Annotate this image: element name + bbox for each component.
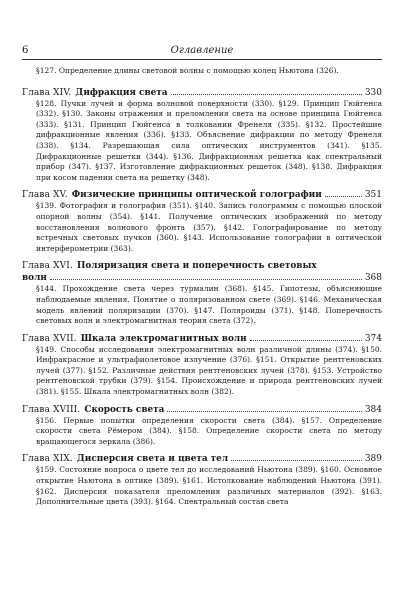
chapter-label: Глава XVI. — [22, 261, 73, 272]
chapter-name: Поляризация света и поперечность световых — [76, 261, 317, 272]
chapter-label: Глава XVII. — [22, 333, 77, 344]
chapter-heading — [22, 453, 382, 465]
chapter-name: Дисперсия света и цвета тел — [76, 454, 229, 465]
chapter-label: Глава XIV. — [22, 87, 72, 98]
chapter-sections: §144. Прохождение света через турмалин (368). §145. Гипотезы, объясняющие наблюдаемые явления. Понятие о поляризованном свете (369). §146. Механическая модель явлений поляризации (370). §147. Поляроиды (371). §148. Поперечность световых волн и электромагнитная теория света (372). — [36, 284, 382, 326]
chapter-heading — [22, 404, 382, 416]
chapter-page: 368 — [364, 273, 382, 284]
chapter-page: 374 — [364, 333, 382, 344]
page-number: 6 — [22, 45, 29, 56]
chapter-sections: §139. Фотография и голография (351). §140. Запись голограммы с помощью плоской опорной волны (354). §141. Получение оптических изображений по методу восстановления волнового фронта (357). §142. Голографирование по методу встречных световых пучков (360). §143. Использование голографии в оптической интерферометрии (363). — [36, 201, 382, 253]
chapter-label: Глава XV. — [22, 190, 68, 201]
chapter-sections: §128. Пучки лучей и форма волновой поверхности (330). §129. Принцип Гюйгенса (332). §130. Законы отражения и преломления света на основе принципа Гюйгенса (333). §131. Принцип Гюйгенса в толковании Френеля (335). §132. Простейшие дифракционные явления (336). §133. Объяснение дифракции по методу Френеля (338). §134. Разрешающая сила оптических инструментов (341). §135. Дифракционные решетки (344). §136. Дифракционная решетка как спектральный прибор (347). §137. Изготовление дифракционных решеток (348). §138. Дифракция при косом падении света на решетку (348). — [36, 98, 382, 182]
dot-leader — [167, 411, 361, 412]
chapter-name: Дифракция света — [75, 87, 168, 98]
chapter-page: 330 — [364, 87, 382, 98]
dot-leader — [171, 94, 362, 95]
toc-body — [22, 66, 382, 514]
chapter-heading — [22, 260, 382, 272]
chapter-heading — [22, 87, 382, 99]
dot-leader — [325, 196, 362, 197]
dot-leader — [250, 340, 362, 341]
chapter-label: Глава XVIII. — [22, 404, 81, 415]
running-header — [22, 45, 382, 60]
chapter-page: 389 — [364, 454, 382, 465]
chapter-heading-continuation — [22, 272, 382, 284]
page-title: Оглавление — [170, 45, 234, 56]
toc-chapter-15 — [22, 189, 382, 254]
toc-chapter-16 — [22, 260, 382, 326]
toc-chapter-19 — [22, 453, 382, 507]
chapter-name: Скорость света — [84, 404, 165, 415]
continued-entry: §127. Определение длины световой волны с помощью колец Ньютона (326). — [36, 66, 339, 75]
chapter-sections: §159. Состояние вопроса о цвете тел до исследований Ньютона (389). §160. Основное открытие Ньютона в оптике (389). §161. Истолкование наблюдений Ньютона (391). §162. Дисперсия показателя преломления различных материалов (392). §163. Дополнительные цвета (393). §164. Спектральный состав света — [36, 465, 382, 507]
toc-chapter-14 — [22, 87, 382, 184]
chapter-sections: §156. Первые попытки определения скорости света (384). §157. Определение скорости света Рёмером (384). §158. Определение скорости света по методу вращающегося зеркала (386). — [36, 415, 382, 446]
chapter-name: Шкала электромагнитных волн — [80, 333, 247, 344]
dot-leader — [50, 279, 362, 280]
chapter-heading — [22, 189, 382, 201]
chapter-heading — [22, 333, 382, 345]
toc-chapter-18 — [22, 404, 382, 448]
chapter-sections: §149. Способы исследования электромагнитных волн различной длины (374). §150. Инфракрасное и ультрафиолетовое излучение (376). §151. Открытие рентгеновских лучей (377). §152. Различные действия рентгеновских лучей (378). §153. Устройство рентгеновской трубки (379). §154. Происхождение и природа рентгеновских лучей (381). §155. Шкала электромагнитных волн (382). — [36, 344, 382, 397]
chapter-label: Глава XIX. — [22, 454, 73, 465]
toc-chapter-17 — [22, 333, 382, 398]
chapter-page: 351 — [364, 190, 382, 201]
chapter-name: Физические принципы оптической голографии — [71, 190, 322, 201]
chapter-name-continuation: волн — [22, 273, 47, 284]
chapter-page: 384 — [364, 404, 382, 415]
dot-leader — [231, 460, 362, 461]
